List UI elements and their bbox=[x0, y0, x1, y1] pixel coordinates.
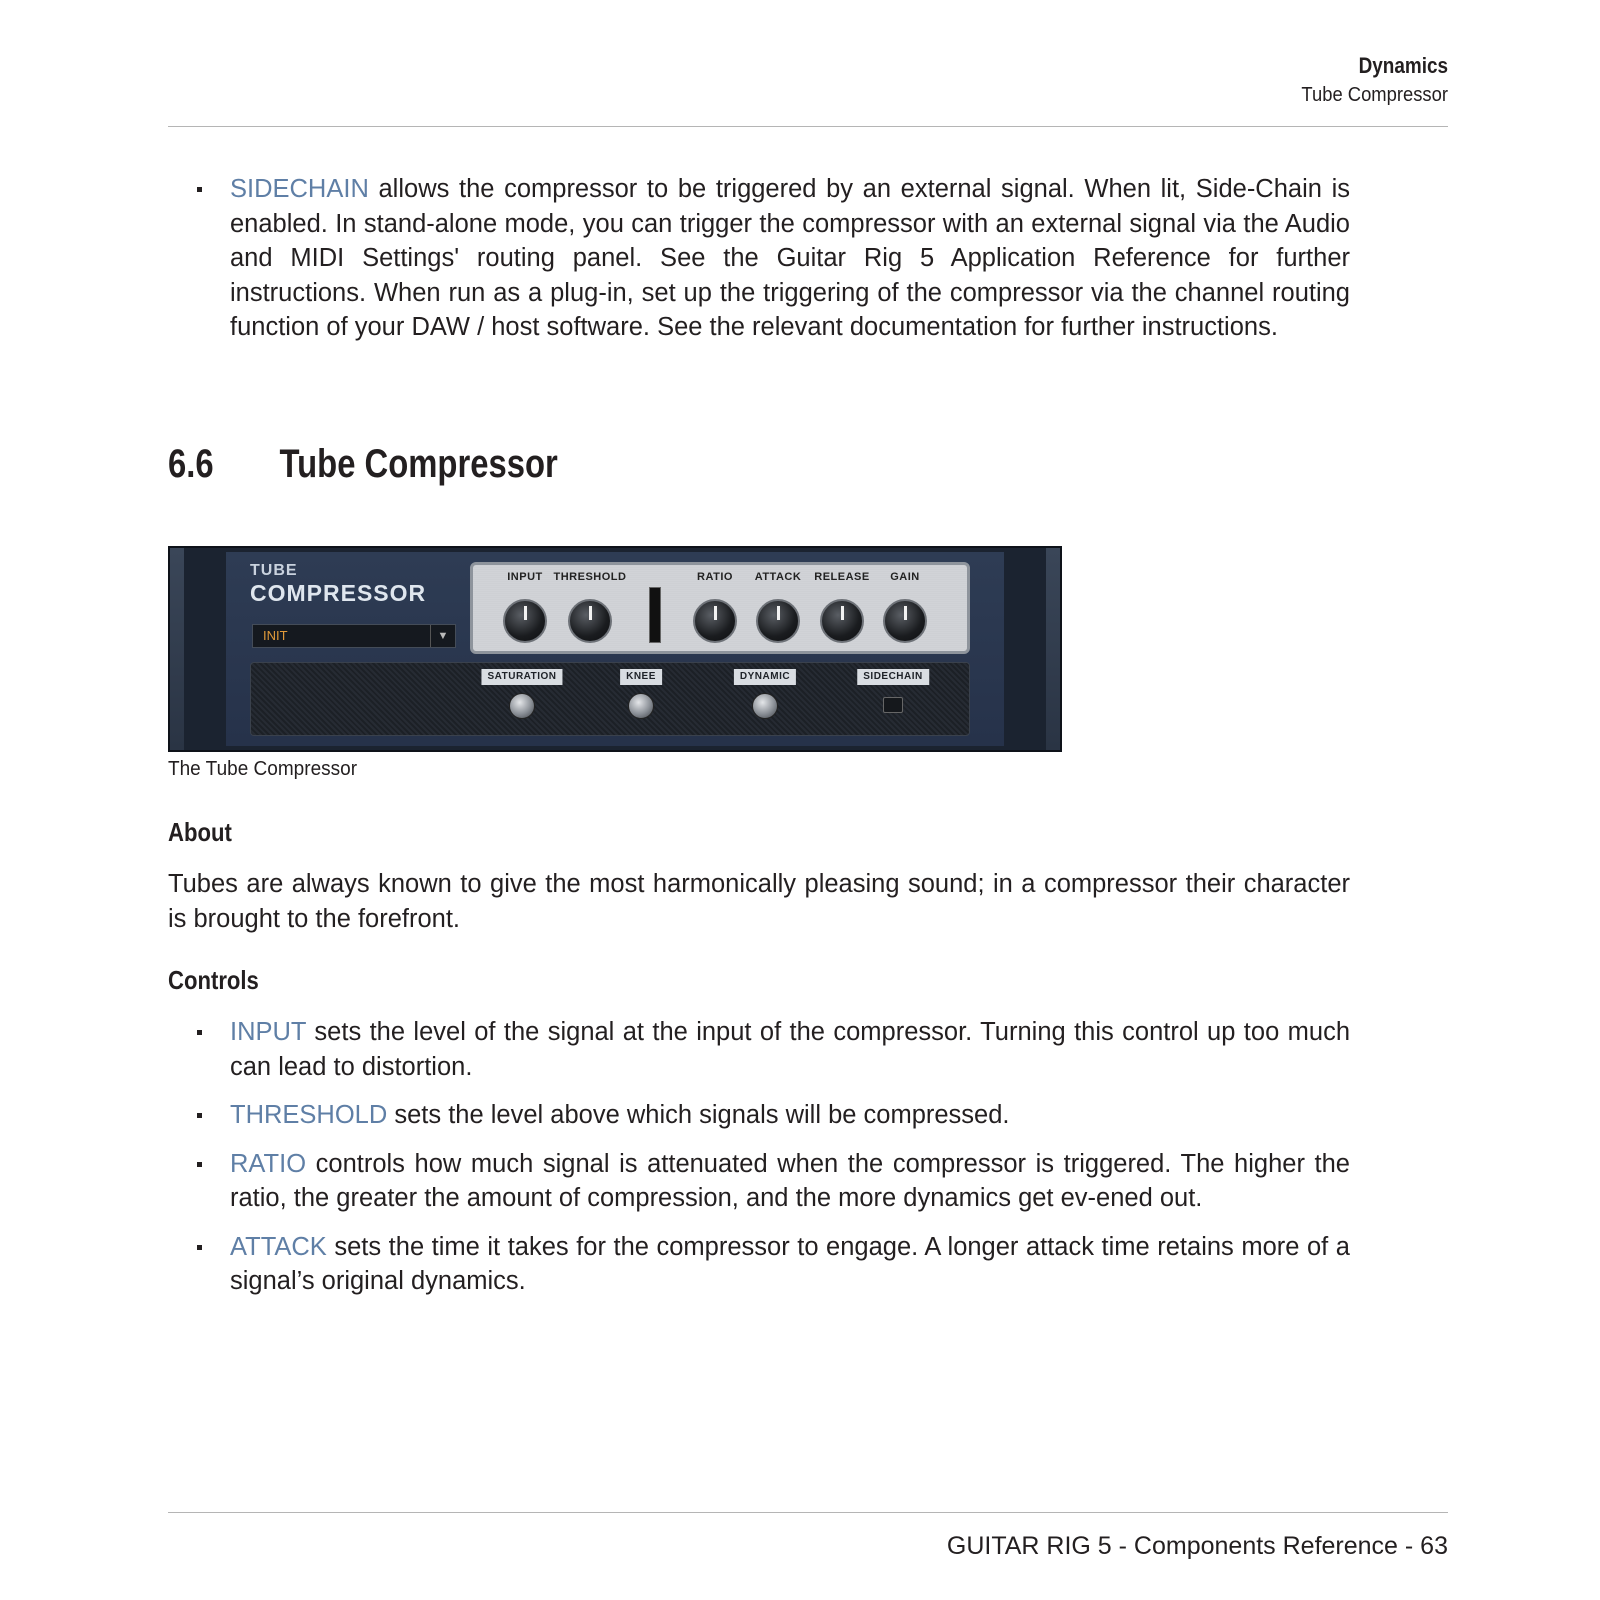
bullet-ratio bbox=[168, 1147, 1350, 1216]
lower-control-panel bbox=[250, 662, 970, 736]
plugin-title-line2: COMPRESSOR bbox=[250, 580, 427, 606]
preset-value: INIT bbox=[263, 628, 288, 643]
saturation-knob[interactable] bbox=[509, 693, 535, 719]
header-section: Dynamics bbox=[1358, 53, 1448, 78]
keyword-sidechain: SIDECHAIN bbox=[230, 175, 369, 203]
label-ratio: RATIO bbox=[697, 571, 733, 583]
keyword-threshold: THRESHOLD bbox=[230, 1101, 388, 1129]
label-dynamic: DYNAMIC bbox=[734, 669, 796, 685]
bullet-text: controls how much signal is attenuated when the compressor is triggered. The higher the ratio, the greater the amount of compression, and the more dynamics get ev-ened out. bbox=[230, 1149, 1350, 1212]
label-knee: KNEE bbox=[620, 669, 662, 685]
section-heading bbox=[168, 440, 558, 488]
controls-section bbox=[168, 1015, 1350, 1313]
section-number: 6.6 bbox=[168, 442, 214, 486]
intro-section bbox=[168, 172, 1350, 359]
about-text: Tubes are always known to give the most harmonically pleasing sound; in a compressor their character is brought to the forefront. bbox=[168, 870, 1350, 933]
preset-selector[interactable] bbox=[252, 624, 456, 648]
bullet-sidechain bbox=[168, 172, 1350, 345]
ratio-knob[interactable] bbox=[693, 599, 737, 643]
plugin-title-line1: TUBE bbox=[250, 562, 298, 579]
page-footer: GUITAR RIG 5 - Components Reference - 63 bbox=[946, 1532, 1448, 1560]
about-heading: About bbox=[168, 817, 232, 847]
footer-divider bbox=[168, 1512, 1448, 1513]
label-threshold: THRESHOLD bbox=[553, 571, 627, 583]
sidechain-button[interactable] bbox=[883, 697, 903, 713]
label-saturation: SATURATION bbox=[481, 669, 562, 685]
dynamic-knob[interactable] bbox=[752, 693, 778, 719]
controls-heading: Controls bbox=[168, 965, 259, 995]
tube-compressor-plugin-image bbox=[168, 546, 1062, 752]
keyword-attack: ATTACK bbox=[230, 1232, 327, 1261]
keyword-ratio: RATIO bbox=[230, 1149, 307, 1178]
bullet-text: sets the level above which signals will be compressed. bbox=[387, 1101, 1010, 1129]
bullet-input bbox=[168, 1015, 1350, 1084]
controls-bullet-list bbox=[168, 1015, 1350, 1299]
chevron-down-icon[interactable]: ▼ bbox=[430, 625, 455, 647]
keyword-input: INPUT bbox=[230, 1018, 307, 1046]
attack-knob[interactable] bbox=[756, 599, 800, 643]
threshold-knob[interactable] bbox=[568, 599, 612, 643]
label-gain: GAIN bbox=[890, 571, 920, 583]
input-knob[interactable] bbox=[503, 599, 547, 643]
label-attack: ATTACK bbox=[754, 571, 802, 583]
gain-reduction-meter bbox=[649, 587, 661, 643]
knee-knob[interactable] bbox=[628, 693, 654, 719]
label-input: INPUT bbox=[507, 571, 543, 583]
rack-rail-left bbox=[170, 548, 184, 750]
figure-caption: The Tube Compressor bbox=[168, 758, 358, 780]
release-knob[interactable] bbox=[820, 599, 864, 643]
bullet-text: sets the level of the signal at the input of the compressor. Turning this control up too much can lead to distortion. bbox=[230, 1018, 1350, 1081]
bullet-threshold bbox=[168, 1098, 1350, 1133]
rack-rail-right bbox=[1046, 548, 1060, 750]
intro-bullet-list bbox=[168, 172, 1350, 345]
bullet-text: allows the compressor to be triggered by an external signal. When lit, Side-Chain is enabled. In stand-alone mode, you can trigger the compressor with an external signal via the Audio and MIDI Settings' routing panel. See the Guitar Rig 5 Application Reference for further instructions. When run as a plug-in, set up the triggering of the compressor via the channel routing function of your DAW / host software. See the relevant documentation for further instructions. bbox=[230, 175, 1350, 341]
bullet-attack bbox=[168, 1230, 1350, 1299]
page-header bbox=[168, 52, 1448, 127]
label-release: RELEASE bbox=[814, 571, 870, 583]
gain-knob[interactable] bbox=[883, 599, 927, 643]
knob-faceplate bbox=[470, 562, 970, 654]
label-sidechain: SIDECHAIN bbox=[857, 669, 929, 685]
bullet-text: sets the time it takes for the compressor to engage. A longer attack time retains more of a signal’s original dynamics. bbox=[230, 1232, 1350, 1295]
section-title: Tube Compressor bbox=[279, 442, 558, 486]
header-subsection: Tube Compressor bbox=[1301, 84, 1448, 106]
